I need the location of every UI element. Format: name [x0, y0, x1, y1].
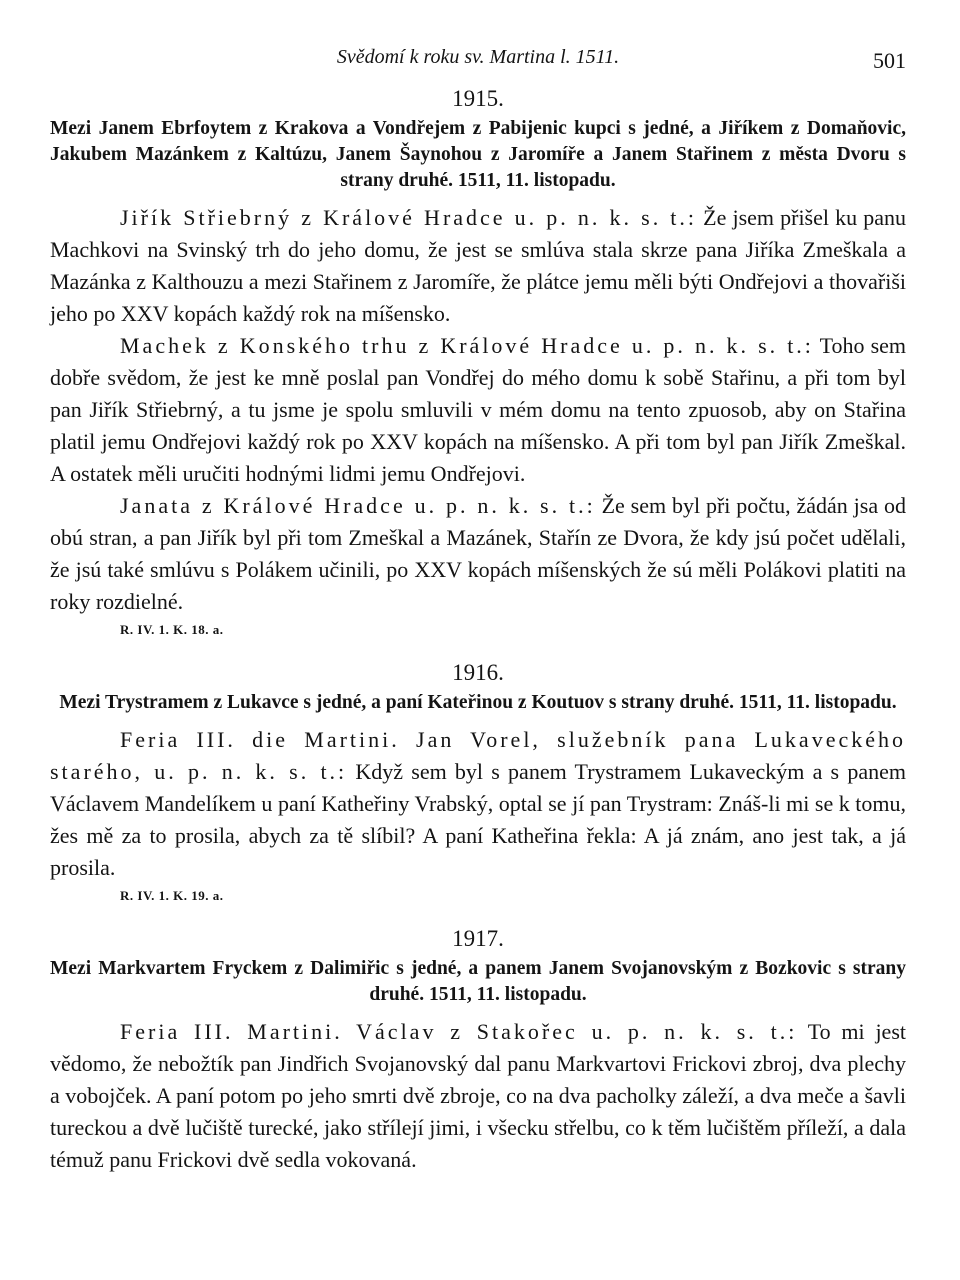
entry-1917 — [50, 926, 906, 1176]
entry-heading: Mezi Janem Ebrfoytem z Krakova a Vondřejem z Pabijenic kupci s jedné, a Jiříkem z Domaňovic, Jakubem Mazánkem z Kaltúzu, Janem Šaynohou z Jaromíře a Janem Stařinem z města Dvoru s strany druhé. 1511, 11. listopadu. — [50, 118, 906, 191]
testimony-text: Toho sem dobře svědom, že jest ke mně poslal pan Vondřej do mého domu k sobě Stařinu, a při tom byl pan Jiřík Střiebrný, a tu jsme je spolu smluvili v mém domu na tento zpuosob, aby on Stařina platil jemu Ondřejovi každý rok po XXV kopách na míšensko. A při tom byl pan Jiřík Zmeškal. A ostatek měli uručiti hodnými lidmi jemu Ondřejovi. — [50, 333, 907, 486]
archive-reference: R. IV. 1. K. 18. a. — [120, 622, 224, 637]
testimony — [50, 1016, 906, 1176]
entry-heading: Mezi Markvartem Fryckem z Dalimiřic s jedné, a panem Janem Svojanovským z Bozkovic s strany druhé. 1511, 11. listopadu. — [50, 958, 906, 1005]
witness: Machek z Konského trhu z Králové Hradce u. p. n. k. s. t.: — [120, 333, 814, 358]
page-number: 501 — [873, 48, 906, 73]
entry-1915 — [50, 86, 906, 638]
witness: Feria III. Martini. Václav z Stakořec u. p. n. k. s. t.: — [120, 1019, 798, 1044]
running-title: Svědomí k roku sv. Martina l. 1511. — [336, 46, 620, 68]
witness: Janata z Králové Hradce u. p. n. k. s. t.: — [120, 493, 596, 518]
witness: Jiřík Střiebrný z Králové Hradce u. p. n. k. s. t.: — [120, 205, 698, 230]
witness: Feria III. die Martini. Jan Vorel, služebník pana Lukaveckého starého, u. p. n. k. s. t.: — [50, 727, 906, 784]
entry-number: 1916. — [452, 660, 504, 685]
entry-number: 1917. — [452, 926, 504, 951]
testimony — [50, 490, 906, 618]
testimony — [50, 202, 906, 330]
testimony-text: To mi jest vědomo, že nebožtík pan Jindřich Svojanovský dal panu Markvartovi Frickovi zbroj, dva plechy a vobojček. A paní potom po jeho smrti dvě zbroje, co na dva pacholky záleží, a dva meče a šavli tureckou a dvě lučiště turecké, jako střílejí jimi, i všecku střelbu, co k těm lučištěm příleží, a dala témuž panu Frickovi dvě sedla vokovaná. — [50, 1019, 906, 1172]
page — [50, 46, 906, 1176]
testimony — [50, 330, 906, 490]
running-head — [50, 46, 906, 78]
entry-number: 1915. — [452, 86, 504, 111]
entry-1916 — [50, 660, 906, 904]
entry-heading: Mezi Trystramem z Lukavce s jedné, a paní Kateřinou z Koutuov s strany druhé. 1511, 11. listopadu. — [59, 692, 897, 713]
testimony-text: Že sem byl při počtu, žádán jsa od obú stran, a pan Jiřík byl při tom Zmeškal a Mazánek, Stařín ze Dvora, že kdy jsú počet udělali, že jsú také smlúvu s Polákem učinili, po XXV kopách míšenských že sú měli Polákovi platiti na roky rozdielné. — [50, 493, 906, 614]
testimony — [50, 724, 906, 884]
testimony-text: Když sem byl s panem Trystramem Lukaveckým a s panem Václavem Mandelíkem u paní Katheřiny Vrabský, optal se jí pan Trystram: Znáš-li mi se k tomu, žes mě za to prosila, abych za tě slíbil? A paní Katheřina řekla: A já znám, ano jest tak, a já prosila. — [50, 759, 906, 880]
testimony-text: Že jsem přišel ku panu Machkovi na Svinský trh do jeho domu, že jest se smlúva stala skrze pana Jiříka Zmeškala a Mazánka z Kalthouzu a mezi Stařinem z Jaromíře, že plátce jemu měli býti Ondřejovi a thovařiši jeho po XXV kopách každý rok na míšensko. — [50, 205, 906, 326]
archive-reference: R. IV. 1. K. 19. a. — [120, 888, 224, 903]
